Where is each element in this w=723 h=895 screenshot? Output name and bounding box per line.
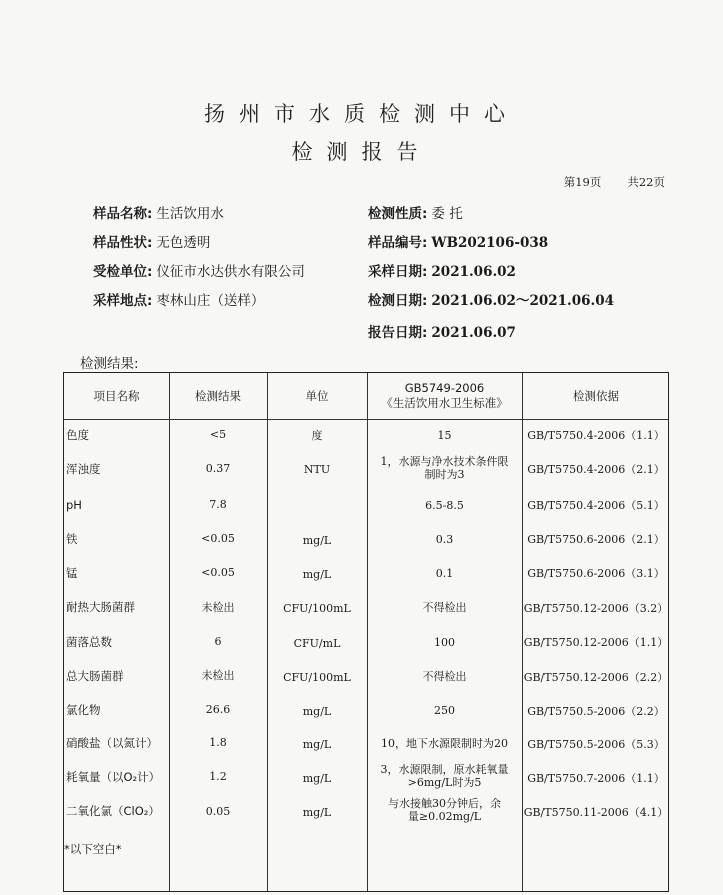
row-result: <5 [209,428,227,441]
sampling-date-label: 采样日期: [368,264,428,280]
row-item: 铁 [66,532,78,546]
sample-no-value: WB202106-038 [431,235,549,251]
row-method: GB/T5750.11-2006（4.1） [523,806,669,819]
header-unit: 单位 [305,389,329,403]
row-method: GB/T5750.4-2006（2.1） [527,463,665,476]
header-result: 检测结果 [195,389,241,403]
inspected-unit-label: 受检单位: [93,264,153,280]
results-label: 检测结果: [80,356,139,372]
row-item: 氯化物 [66,703,101,717]
row-method: GB/T5750.5-2006（2.2） [527,705,665,718]
row-unit: mg/L [302,568,332,581]
results-table [63,372,669,892]
row-standard: 不得检出 [422,601,467,614]
row-unit: mg/L [302,772,332,785]
row-method: GB/T5750.7-2006（1.1） [527,772,665,785]
sampling-location-value: 枣林山庄（送样） [156,293,265,309]
sampling-location-label: 采样地点: [93,293,153,309]
row-result: <0.05 [201,566,235,579]
row-standard: 100 [434,636,455,649]
row-unit: NTU [303,463,331,476]
header-method: 检测依据 [573,389,619,403]
row-standard: 0.1 [435,567,454,580]
test-date-label: 检测日期: [368,293,428,309]
row-unit: mg/L [302,534,332,547]
row-standard: 不得检出 [422,670,467,683]
row-result: <0.05 [201,532,235,545]
row-standard: 15 [437,429,452,442]
sample-state [93,231,210,251]
page-total: 共22页 [627,175,665,189]
row-unit: CFU/mL [293,637,341,650]
row-method: GB/T5750.6-2006（3.1） [527,567,665,580]
row-item: pH [66,498,82,512]
row-item: 总大肠菌群 [66,669,124,683]
sample-name [93,202,224,222]
row-unit: 度 [311,429,323,442]
row-method: GB/T5750.4-2006（1.1） [527,429,665,442]
row-item: 硝酸盐（以氮计） [66,736,158,750]
row-result: 7.8 [209,498,227,511]
row-result: 26.6 [205,703,231,716]
row-item: 耐热大肠菌群 [66,600,135,614]
sampling-date-value: 2021.06.02 [431,264,516,280]
footnote: *以下空白* [64,842,122,856]
sample-state-label: 样品性状: [93,235,153,251]
sampling-location [93,289,264,309]
row-item: 菌落总数 [66,635,112,649]
page-number: 第19页 [563,175,602,189]
row-item: 锰 [66,566,78,580]
row-standard: 3，水源限制，原水耗氧量>6mg/L时为5 [380,763,509,789]
sample-name-label: 样品名称: [93,206,153,222]
row-method: GB/T5750.12-2006（3.2） [523,602,669,615]
test-nature [368,202,463,222]
row-unit: CFU/100mL [283,671,351,684]
header-item: 项目名称 [93,389,140,403]
sample-no [368,231,548,251]
sampling-date [368,260,516,280]
row-standard: 6.5-8.5 [425,499,464,512]
row-standard: 10，地下水源限制时为20 [381,737,508,750]
inspected-unit [93,260,305,280]
org-title: 扬州市水质检测中心 [204,102,519,126]
test-nature-label: 检测性质: [368,206,428,222]
row-unit: CFU/100mL [283,602,351,615]
row-method: GB/T5750.12-2006（2.2） [523,671,669,684]
header-divider [64,419,668,420]
sample-name-value: 生活饮用水 [156,206,224,222]
header-standard-code: GB5749-2006 [404,381,485,395]
header-standard-name: 《生活饮用水卫生标准》 [381,396,508,410]
report-title: 检测报告 [291,140,432,164]
row-item: 色度 [66,428,89,442]
row-result: 1.8 [209,736,227,749]
row-standard: 与水接触30分钟后，余量≥0.02mg/L [388,797,501,823]
test-nature-value: 委 托 [431,206,463,222]
row-standard: 250 [434,704,455,717]
row-item: 二氧化氯（ClO₂） [66,804,160,818]
row-standard: 0.3 [435,533,454,546]
row-method: GB/T5750.4-2006（5.1） [527,499,665,512]
report-date-label: 报告日期: [368,325,428,341]
report-date-value: 2021.06.07 [431,325,516,341]
test-date [368,289,614,309]
sample-state-value: 无色透明 [156,235,211,251]
row-item: 浑浊度 [66,462,101,476]
row-unit: mg/L [302,705,332,718]
row-standard: 1，水源与净水技术条件限制时为3 [380,455,509,481]
row-result: 未检出 [201,669,235,682]
report-date [368,321,516,341]
sample-no-label: 样品编号: [368,235,428,251]
test-date-value: 2021.06.02～2021.06.04 [431,293,614,309]
page-info [564,174,665,190]
row-result: 6 [214,635,222,648]
row-unit: mg/L [302,806,332,819]
row-result: 未检出 [201,601,235,614]
row-item: 耗氧量（以O₂计） [66,770,161,784]
row-result: 0.37 [205,462,231,475]
row-unit: mg/L [302,738,332,751]
row-method: GB/T5750.12-2006（1.1） [523,636,669,649]
inspected-unit-value: 仪征市水达供水有限公司 [156,264,305,280]
row-method: GB/T5750.6-2006（2.1） [527,533,665,546]
row-result: 1.2 [209,770,227,783]
row-method: GB/T5750.5-2006（5.3） [527,738,665,751]
row-result: 0.05 [205,805,231,818]
